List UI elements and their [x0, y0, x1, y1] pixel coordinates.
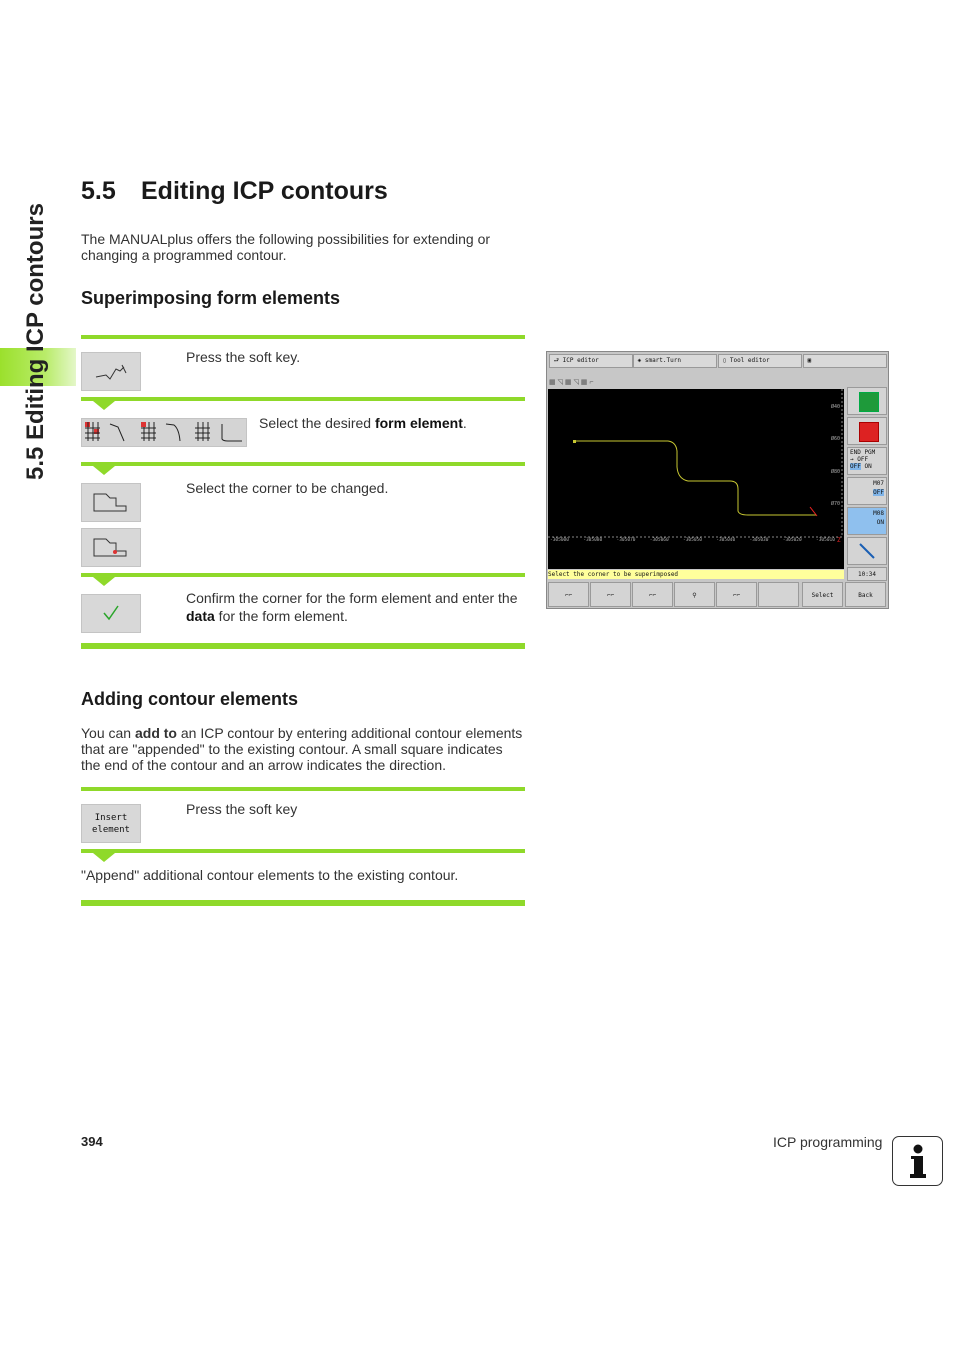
- z-axis-label: Z: [837, 537, 841, 544]
- key-label: OFF: [857, 456, 869, 463]
- step-divider: [81, 787, 525, 791]
- section-heading: [81, 177, 388, 206]
- corner-icon: [82, 484, 140, 521]
- corner-select-next-soft-key[interactable]: [81, 528, 141, 567]
- side-key-end-pgm[interactable]: END PGM → OFF OFF ON: [847, 447, 887, 475]
- adding-paragraph: [81, 725, 525, 773]
- step-text-part: for the form element.: [214, 608, 348, 624]
- info-glyph: [893, 1137, 942, 1185]
- append-text: "Append" additional contour elements to the existing contour.: [81, 867, 459, 883]
- bottom-key-corner-3[interactable]: ⌐⌐: [632, 582, 673, 607]
- side-key-m08[interactable]: [847, 507, 887, 535]
- form-element-soft-key[interactable]: [81, 352, 141, 391]
- x-axis-label: -305000: [550, 538, 569, 543]
- step-arrow: [93, 466, 115, 475]
- corner-select-soft-key[interactable]: [81, 483, 141, 522]
- x-axis-label: -305030: [749, 538, 769, 543]
- x-axis-labels: [550, 538, 835, 543]
- key-label-line: Insert: [94, 813, 128, 823]
- tab-smart-turn: ◈ smart.Turn: [633, 354, 717, 368]
- status-message: Select the corner to be superimposed: [548, 570, 844, 579]
- tab-tool-editor: ▯ Tool editor: [718, 354, 802, 368]
- tab-label: smart.Turn: [644, 357, 681, 364]
- side-key-stop[interactable]: [847, 417, 887, 445]
- step-select-form-element: [259, 414, 467, 432]
- x-axis-label: -305070: [616, 538, 636, 543]
- y-axis-label: Ø80: [831, 469, 841, 475]
- adding-heading: Adding contour elements: [81, 689, 299, 709]
- tab-icp-editor: ⮐ ICP editor: [549, 354, 633, 368]
- step-divider: [81, 462, 525, 466]
- bottom-key-empty[interactable]: [758, 582, 799, 607]
- section-number: 5.5: [81, 177, 116, 205]
- tab-save: ▣: [803, 354, 887, 368]
- key-label: M08: [873, 510, 884, 517]
- table-end-rule: [81, 900, 525, 906]
- step-text-bold: form element: [374, 415, 463, 431]
- side-key-arrow[interactable]: [847, 537, 887, 565]
- x-axis-label: -305010: [816, 538, 835, 543]
- bottom-key-back[interactable]: Back: [845, 582, 886, 607]
- step-press-soft-key: Press the soft key.: [186, 349, 301, 365]
- page-number: 394: [81, 1134, 103, 1149]
- para-part: an ICP contour by entering additional contour elements that are "appended" to the existing contour. A small square indicates the end of the contour and an arrow indicates the direction.: [81, 725, 523, 773]
- form-element-icons: [82, 419, 246, 446]
- y-axis-label: Ø60: [831, 436, 841, 442]
- form-element-icon: [82, 353, 140, 390]
- step-divider: [81, 849, 525, 853]
- step-text-part: Select the desired: [259, 415, 375, 431]
- toolbar-grid-icons: ▦ ◹ ▦ ◹ ▦ ⌐: [549, 379, 594, 386]
- para-bold: add to: [134, 725, 177, 741]
- step-divider: [81, 335, 525, 339]
- side-key-m07[interactable]: [847, 477, 887, 505]
- x-axis-label: -305080: [583, 538, 603, 543]
- table-end-rule: [81, 643, 525, 649]
- tab-label: ICP editor: [562, 357, 599, 364]
- intro-paragraph: The MANUALplus offers the following possibilities for extending or changing a programmed contour.: [81, 231, 491, 263]
- clock: 10:34: [847, 567, 887, 581]
- x-axis-label: -305060: [649, 538, 669, 543]
- x-axis-label: -305040: [716, 538, 736, 543]
- control-screenshot: [546, 351, 889, 609]
- y-axis-label: Ø40: [831, 404, 841, 410]
- x-axis-label: -305050: [683, 538, 702, 543]
- step-confirm-corner: [186, 589, 521, 625]
- chapter-side-title: 5.5 Editing ICP contours: [22, 203, 49, 480]
- form-element-key-bar: [81, 418, 247, 447]
- step-divider: [81, 397, 525, 401]
- checkmark-icon: [82, 595, 140, 632]
- step-arrow: [93, 401, 115, 410]
- step-press-insert-key: Press the soft key: [186, 801, 298, 817]
- key-label: OFF: [850, 463, 861, 470]
- chapter-name: ICP programming: [773, 1134, 883, 1150]
- step-text-part: .: [462, 415, 467, 431]
- diagonal-arrow-icon: [848, 538, 886, 564]
- para-part: You can: [81, 725, 135, 741]
- step-text-part: Confirm the corner for the form element and enter the: [186, 590, 518, 606]
- y-axis-label: Ø70: [831, 501, 841, 507]
- step-select-corner: Select the corner to be changed.: [186, 480, 389, 496]
- step-arrow: [93, 853, 115, 862]
- corner-icon: [82, 529, 140, 566]
- step-arrow: [93, 577, 115, 586]
- key-label-line: element: [92, 825, 130, 835]
- green-start-icon: [859, 392, 879, 412]
- insert-element-soft-key[interactable]: [81, 804, 141, 843]
- superimpose-heading: Superimposing form elements: [81, 288, 341, 308]
- key-label: OFF: [873, 489, 884, 496]
- key-label: M07: [873, 480, 884, 487]
- red-stop-icon: [859, 422, 879, 442]
- key-label: ON: [876, 519, 884, 526]
- bottom-key-select[interactable]: Select: [802, 582, 843, 607]
- bottom-key-corner-2[interactable]: ⌐⌐: [590, 582, 631, 607]
- key-label: ON: [864, 463, 872, 470]
- bottom-key-corner-4[interactable]: ⌐⌐: [716, 582, 757, 607]
- side-key-start[interactable]: [847, 387, 887, 415]
- tab-label: Tool editor: [729, 357, 770, 364]
- contour-plot: [548, 389, 844, 569]
- bottom-key-corner-1[interactable]: ⌐⌐: [548, 582, 589, 607]
- key-label: END PGM: [850, 449, 876, 456]
- bottom-key-zoom[interactable]: ⚲: [674, 582, 715, 607]
- step-text-bold: data: [186, 608, 215, 624]
- step-divider: [81, 573, 525, 577]
- info-icon: [892, 1136, 943, 1186]
- section-title: Editing ICP contours: [141, 177, 388, 205]
- x-axis-label: -305020: [782, 538, 802, 543]
- confirm-soft-key[interactable]: [81, 594, 141, 633]
